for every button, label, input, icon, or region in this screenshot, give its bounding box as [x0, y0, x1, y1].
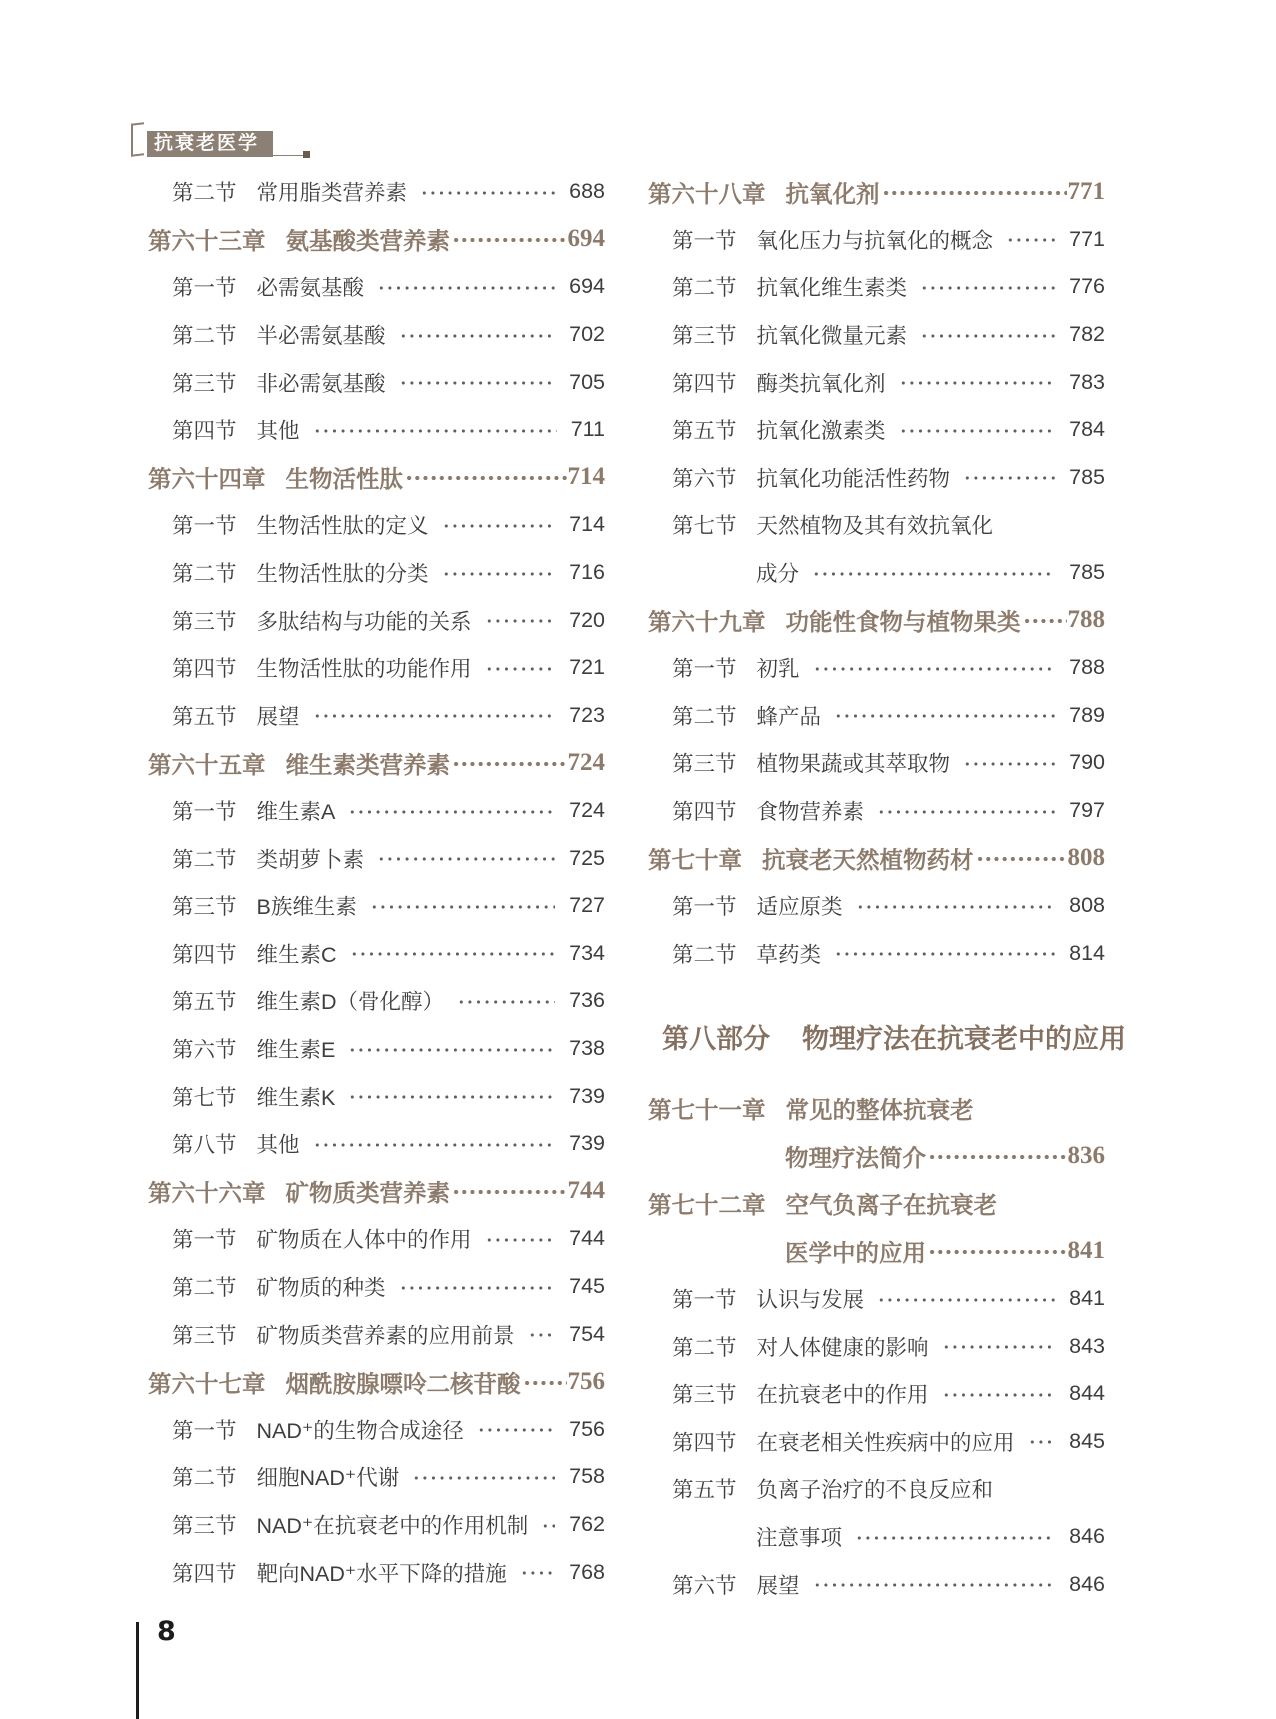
- square-dot-icon: [303, 151, 310, 158]
- toc-entry-section: [148, 1263, 605, 1311]
- entry-title: NAD⁺在抗衰老中的作用机制: [256, 1513, 529, 1538]
- toc-entry-section: [148, 787, 605, 835]
- entry-title: 抗氧化功能活性药物: [756, 466, 951, 491]
- toc-entry-chapter_cont: [648, 1227, 1105, 1275]
- entry-page-number: 771: [1067, 177, 1105, 205]
- entry-page-number: 784: [1069, 417, 1105, 442]
- dot-leader: [350, 948, 556, 960]
- dot-leader: [528, 1329, 556, 1341]
- toc-entry-section: [148, 1025, 605, 1073]
- dot-leader: [452, 234, 567, 246]
- entry-number-label: 第六十三章: [148, 229, 266, 256]
- entry-title: 物理疗法简介: [785, 1145, 926, 1172]
- entry-page-number: 694: [567, 225, 605, 253]
- entry-number-label: 第一节: [172, 1228, 237, 1253]
- entry-page-number: 797: [1069, 798, 1105, 823]
- entry-page-number: 846: [1069, 1571, 1105, 1596]
- dot-leader: [928, 1151, 1067, 1163]
- entry-page-number: 844: [1069, 1381, 1105, 1406]
- toc-entry-section: [648, 263, 1105, 311]
- entry-title: 天然植物及其有效抗氧化: [756, 514, 994, 539]
- entry-page-number: 754: [569, 1321, 605, 1346]
- entry-number-label: 第一节: [672, 228, 737, 253]
- entry-title: 蜂产品: [756, 704, 822, 729]
- toc-entry-section: [648, 882, 1105, 930]
- entry-number-label: 第二节: [172, 324, 237, 349]
- entry-page-number: 724: [569, 798, 605, 823]
- entry-title: 维生素K: [256, 1085, 336, 1110]
- entry-title: 抗衰老天然植物药材: [762, 848, 974, 875]
- dot-leader: [412, 1472, 555, 1484]
- dot-leader: [541, 1519, 555, 1531]
- dot-leader: [877, 1293, 1055, 1305]
- dot-leader: [399, 330, 556, 342]
- entry-number-label: 第二节: [672, 942, 737, 967]
- dot-leader: [813, 1579, 1056, 1591]
- entry-page-number: 745: [569, 1273, 605, 1298]
- dot-leader: [928, 1246, 1067, 1258]
- toc-entry-section: [148, 263, 605, 311]
- entry-title: B族维生素: [256, 895, 357, 920]
- entry-page-number: 782: [1069, 322, 1105, 347]
- entry-number-label: 第六十六章: [148, 1181, 266, 1208]
- entry-page-number: 836: [1067, 1141, 1105, 1169]
- dot-leader: [485, 615, 556, 627]
- dot-leader: [485, 1234, 556, 1246]
- entry-title: 类胡萝卜素: [256, 847, 365, 872]
- entry-title: 对人体健康的影响: [756, 1335, 929, 1360]
- entry-page-number: 714: [569, 512, 605, 537]
- page-number: 8: [157, 1616, 176, 1647]
- entry-number-label: 第六十七章: [148, 1371, 266, 1398]
- entry-title: NAD⁺的生物合成途径: [256, 1418, 464, 1443]
- toc-entry-section: [648, 644, 1105, 692]
- dot-leader: [1023, 615, 1067, 627]
- entry-page-number: 756: [569, 1416, 605, 1441]
- toc-column-right: [648, 168, 1126, 1608]
- entry-number-label: 第一节: [172, 276, 237, 301]
- entry-number-label: 第六节: [672, 466, 737, 491]
- entry-title: 常用脂类营养素: [256, 181, 408, 206]
- entry-page-number: 725: [569, 845, 605, 870]
- entry-number-label: 第一节: [172, 1418, 237, 1443]
- entry-number-label: 第六节: [672, 1573, 737, 1598]
- toc-entry-section: [648, 501, 1105, 549]
- entry-title: 维生素类营养素: [285, 752, 450, 779]
- dot-leader: [942, 1389, 1056, 1401]
- dot-leader: [348, 1091, 555, 1103]
- header-logo-title: 抗衰老医学: [147, 131, 273, 157]
- dot-leader: [348, 806, 555, 818]
- dot-leader: [813, 663, 1056, 675]
- entry-number-label: 第四节: [172, 419, 237, 444]
- entry-number-label: 第八部分: [662, 1024, 770, 1055]
- toc-entry-chapter: [648, 1084, 1105, 1132]
- entry-title: 植物果蔬或其萃取物: [756, 752, 951, 777]
- toc-entry-section: [148, 596, 605, 644]
- entry-number-label: 第四节: [672, 1430, 737, 1455]
- dot-leader: [963, 758, 1055, 770]
- dot-leader: [377, 853, 555, 865]
- entry-number-label: 第三节: [172, 895, 237, 920]
- entry-number-label: 第四节: [172, 942, 237, 967]
- dot-leader: [856, 901, 1056, 913]
- toc-entry-section: [648, 1322, 1105, 1370]
- entry-page-number: 714: [567, 463, 605, 491]
- entry-number-label: 第四节: [672, 800, 737, 825]
- entry-title: 在抗衰老中的作用: [756, 1383, 929, 1408]
- toc-entry-section: [648, 787, 1105, 835]
- entry-number-label: 第三节: [172, 371, 237, 396]
- entry-title: 烟酰胺腺嘌呤二核苷酸: [285, 1371, 521, 1398]
- toc-entry-section: [648, 311, 1105, 359]
- dot-leader: [882, 187, 1067, 199]
- entry-page-number: 814: [1069, 940, 1105, 965]
- entry-number-label: 第四节: [172, 1561, 237, 1586]
- entry-title: 抗氧化微量元素: [756, 324, 908, 349]
- entry-page-number: 720: [569, 607, 605, 632]
- entry-title: 其他: [256, 419, 300, 444]
- toc-entry-section: [148, 977, 605, 1025]
- entry-number-label: 第二节: [672, 276, 737, 301]
- entry-page-number: 783: [1069, 369, 1105, 394]
- entry-page-number: 756: [567, 1367, 605, 1395]
- entry-title: 氨基酸类营养素: [285, 229, 450, 256]
- entry-page-number: 790: [1069, 750, 1105, 775]
- toc-entry-chapter_cont: [648, 1132, 1105, 1180]
- entry-number-label: 第七节: [172, 1085, 237, 1110]
- toc-entry-section: [148, 1310, 605, 1358]
- toc-entry-section: [648, 930, 1105, 978]
- entry-title: 展望: [756, 1573, 800, 1598]
- entry-page-number: 788: [1067, 606, 1105, 634]
- toc-entry-section: [148, 882, 605, 930]
- dot-leader: [877, 806, 1055, 818]
- entry-title: 矿物质类营养素: [285, 1181, 450, 1208]
- footer-rule: [136, 1622, 139, 1719]
- entry-page-number: 688: [569, 179, 605, 204]
- dot-leader: [899, 425, 1056, 437]
- header-logo: [131, 123, 310, 157]
- dot-leader: [452, 758, 567, 770]
- dot-leader: [920, 282, 1055, 294]
- entry-page-number: 768: [569, 1559, 605, 1584]
- dot-leader: [920, 330, 1055, 342]
- toc-entry-part: [648, 977, 1126, 1084]
- entry-number-label: 第三节: [172, 609, 237, 634]
- toc-entry-section: [148, 644, 605, 692]
- dot-leader: [452, 1186, 567, 1198]
- dot-leader: [812, 568, 1055, 580]
- entry-number-label: 第二节: [672, 1335, 737, 1360]
- entry-title: 细胞NAD⁺代谢: [256, 1466, 400, 1491]
- entry-page-number: 739: [569, 1083, 605, 1108]
- toc-entry-section: [148, 168, 605, 216]
- entry-page-number: 736: [569, 988, 605, 1013]
- entry-page-number: 705: [569, 369, 605, 394]
- entry-page-number: 785: [1069, 464, 1105, 489]
- entry-number-label: 第三节: [672, 324, 737, 349]
- entry-title: 食物营养素: [756, 800, 865, 825]
- toc-column-left: [148, 168, 605, 1596]
- entry-title: 多肽结构与功能的关系: [256, 609, 472, 634]
- toc-entry-section: [148, 1405, 605, 1453]
- dot-leader: [313, 425, 557, 437]
- dot-leader: [477, 1424, 555, 1436]
- entry-number-label: 第一节: [672, 895, 737, 920]
- entry-title: 常见的整体抗衰老: [785, 1098, 974, 1125]
- entry-title: 靶向NAD⁺水平下降的措施: [256, 1561, 507, 1586]
- dot-leader: [420, 187, 555, 199]
- entry-page-number: 841: [1067, 1236, 1105, 1264]
- entry-number-label: 第七节: [672, 514, 737, 539]
- toc-entry-section: [148, 1120, 605, 1168]
- toc-entry-section_cont: [648, 1513, 1105, 1561]
- entry-title: 抗氧化维生素类: [756, 276, 908, 301]
- toc-entry-chapter: [148, 1167, 605, 1215]
- entry-number-label: 第二节: [172, 1275, 237, 1300]
- dot-leader: [1006, 234, 1055, 246]
- dot-leader: [313, 710, 556, 722]
- entry-title: 氧化压力与抗氧化的概念: [756, 228, 994, 253]
- entry-title: 维生素A: [256, 800, 336, 825]
- toc-entry-chapter: [648, 168, 1105, 216]
- dot-leader: [834, 948, 1055, 960]
- entry-number-label: 第五节: [672, 419, 737, 444]
- entry-title: 负离子治疗的不良反应和: [756, 1478, 994, 1503]
- toc-entry-section: [148, 549, 605, 597]
- entry-title: 在衰老相关性疾病中的应用: [756, 1430, 1015, 1455]
- entry-number-label: 第五节: [672, 1478, 737, 1503]
- entry-page-number: 785: [1069, 560, 1105, 585]
- entry-number-label: 第五节: [172, 704, 237, 729]
- entry-title: 矿物质的种类: [256, 1275, 386, 1300]
- entry-title: 维生素C: [256, 942, 337, 967]
- entry-title: 注意事项: [756, 1525, 843, 1550]
- entry-page-number: 776: [1069, 274, 1105, 299]
- entry-title: 生物活性肽的定义: [256, 514, 429, 539]
- toc-entry-chapter: [148, 739, 605, 787]
- entry-number-label: 第五节: [172, 990, 237, 1015]
- entry-page-number: 702: [569, 322, 605, 347]
- toc-entry-section: [148, 501, 605, 549]
- toc-entry-section: [148, 1215, 605, 1263]
- dot-leader: [834, 710, 1055, 722]
- toc-entry-chapter: [648, 1179, 1105, 1227]
- dot-leader: [855, 1531, 1055, 1543]
- dot-leader: [942, 1341, 1056, 1353]
- entry-page-number: 727: [569, 893, 605, 918]
- entry-number-label: 第一节: [172, 514, 237, 539]
- entry-page-number: 846: [1069, 1523, 1105, 1548]
- entry-title: 医学中的应用: [785, 1240, 926, 1267]
- entry-number-label: 第二节: [672, 704, 737, 729]
- toc-entry-chapter: [648, 596, 1105, 644]
- entry-page-number: 744: [569, 1226, 605, 1251]
- entry-page-number: 739: [569, 1131, 605, 1156]
- entry-page-number: 808: [1067, 844, 1105, 872]
- dot-leader: [370, 901, 555, 913]
- toc-entry-section: [648, 358, 1105, 406]
- toc-entry-section: [648, 692, 1105, 740]
- entry-number-label: 第六十四章: [148, 467, 266, 494]
- entry-title: 空气负离子在抗衰老: [785, 1193, 997, 1220]
- dot-leader: [457, 996, 555, 1008]
- toc-entry-chapter: [148, 216, 605, 264]
- dot-leader: [399, 377, 556, 389]
- entry-number-label: 第一节: [672, 657, 737, 682]
- entry-page-number: 716: [569, 560, 605, 585]
- toc-entry-section: [148, 311, 605, 359]
- entry-title: 初乳: [756, 657, 800, 682]
- entry-title: 成分: [756, 562, 800, 587]
- entry-title: 其他: [256, 1133, 300, 1158]
- toc-entry-section: [648, 1560, 1105, 1608]
- entry-title: 物理疗法在抗衰老中的应用: [802, 1024, 1126, 1055]
- entry-page-number: 771: [1069, 226, 1105, 251]
- entry-number-label: 第三节: [172, 1323, 237, 1348]
- dot-leader: [442, 520, 556, 532]
- dot-leader: [399, 1281, 556, 1293]
- toc-entry-chapter: [148, 454, 605, 502]
- dot-leader: [313, 1139, 556, 1151]
- dot-leader: [377, 282, 555, 294]
- toc-entry-section: [648, 1417, 1105, 1465]
- book-icon: [131, 122, 144, 157]
- toc-entry-section: [148, 1501, 605, 1549]
- toc-entry-section: [148, 1548, 605, 1596]
- dot-leader: [899, 377, 1056, 389]
- entry-number-label: 第三节: [672, 1383, 737, 1408]
- entry-number-label: 第六十八章: [648, 181, 766, 208]
- dot-leader: [405, 472, 567, 484]
- entry-number-label: 第三节: [672, 752, 737, 777]
- entry-number-label: 第四节: [172, 657, 237, 682]
- toc-entry-section: [648, 1275, 1105, 1323]
- entry-page-number: 738: [569, 1035, 605, 1060]
- entry-page-number: 845: [1069, 1428, 1105, 1453]
- entry-number-label: 第四节: [672, 371, 737, 396]
- entry-title: 矿物质在人体中的作用: [256, 1228, 472, 1253]
- entry-title: 生物活性肽的分类: [256, 562, 429, 587]
- entry-title: 展望: [256, 704, 300, 729]
- entry-page-number: 788: [1069, 655, 1105, 680]
- entry-number-label: 第七十一章: [648, 1098, 766, 1125]
- entry-title: 半必需氨基酸: [256, 324, 386, 349]
- toc-entry-section: [648, 454, 1105, 502]
- toc-entry-section: [648, 216, 1105, 264]
- entry-title: 草药类: [756, 942, 822, 967]
- toc-entry-section: [648, 1370, 1105, 1418]
- entry-page-number: 711: [570, 417, 605, 442]
- toc-entry-section: [148, 930, 605, 978]
- dot-leader: [523, 1377, 567, 1389]
- dot-leader: [976, 853, 1067, 865]
- toc-entry-section: [648, 739, 1105, 787]
- entry-number-label: 第八节: [172, 1133, 237, 1158]
- toc-entry-chapter: [148, 1358, 605, 1406]
- entry-number-label: 第二节: [172, 562, 237, 587]
- entry-title: 生物活性肽: [285, 467, 403, 494]
- toc-entry-section: [148, 834, 605, 882]
- dot-leader: [1028, 1436, 1056, 1448]
- entry-page-number: 744: [567, 1177, 605, 1205]
- dot-leader: [485, 663, 556, 675]
- entry-title: 功能性食物与植物果类: [785, 610, 1021, 637]
- entry-page-number: 758: [569, 1464, 605, 1489]
- entry-page-number: 789: [1069, 702, 1105, 727]
- entry-number-label: 第七十二章: [648, 1193, 766, 1220]
- entry-number-label: 第六十九章: [648, 610, 766, 637]
- entry-title: 认识与发展: [756, 1287, 865, 1312]
- toc-entry-section: [148, 358, 605, 406]
- entry-page-number: 762: [569, 1511, 605, 1536]
- dot-leader: [963, 472, 1055, 484]
- toc-entry-section: [148, 692, 605, 740]
- entry-page-number: 724: [567, 748, 605, 776]
- dot-leader: [442, 568, 556, 580]
- entry-number-label: 第六节: [172, 1037, 237, 1062]
- entry-page-number: 841: [1069, 1285, 1105, 1310]
- toc-entry-section_cont: [648, 549, 1105, 597]
- toc-entry-section: [648, 406, 1105, 454]
- entry-title: 必需氨基酸: [256, 276, 365, 301]
- toc-entry-section: [148, 1453, 605, 1501]
- entry-number-label: 第二节: [172, 847, 237, 872]
- entry-number-label: 第六十五章: [148, 752, 266, 779]
- entry-page-number: 808: [1069, 893, 1105, 918]
- entry-title: 抗氧化剂: [785, 181, 880, 208]
- entry-page-number: 723: [569, 702, 605, 727]
- logo-underline: [273, 155, 303, 156]
- dot-leader: [348, 1043, 555, 1055]
- entry-number-label: 第一节: [672, 1287, 737, 1312]
- entry-number-label: 第二节: [172, 181, 237, 206]
- entry-page-number: 734: [569, 940, 605, 965]
- entry-title: 生物活性肽的功能作用: [256, 657, 472, 682]
- entry-page-number: 843: [1069, 1333, 1105, 1358]
- dot-leader: [520, 1567, 555, 1579]
- entry-number-label: 第一节: [172, 800, 237, 825]
- entry-number-label: 第二节: [172, 1466, 237, 1491]
- entry-title: 维生素E: [256, 1037, 336, 1062]
- toc-entry-section: [148, 1072, 605, 1120]
- entry-title: 维生素D（骨化醇）: [256, 990, 445, 1015]
- entry-title: 矿物质类营养素的应用前景: [256, 1323, 515, 1348]
- entry-title: 酶类抗氧化剂: [756, 371, 886, 396]
- entry-title: 抗氧化激素类: [756, 419, 886, 444]
- entry-title: 适应原类: [756, 895, 843, 920]
- entry-number-label: 第七十章: [648, 848, 742, 875]
- entry-number-label: 第三节: [172, 1513, 237, 1538]
- entry-page-number: 721: [569, 655, 605, 680]
- toc-entry-chapter: [648, 834, 1105, 882]
- toc-entry-section: [648, 1465, 1105, 1513]
- toc-entry-section: [148, 406, 605, 454]
- entry-page-number: 694: [569, 274, 605, 299]
- entry-title: 非必需氨基酸: [256, 371, 386, 396]
